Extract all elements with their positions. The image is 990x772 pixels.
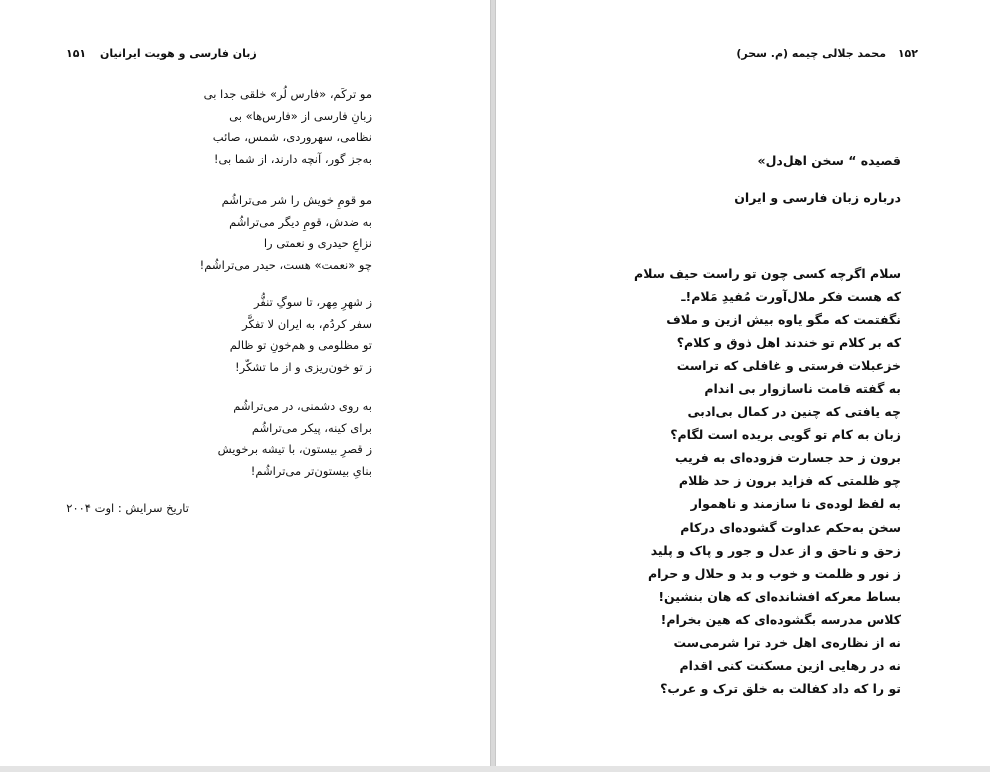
stanza	[112, 396, 372, 482]
poem-body	[581, 262, 901, 700]
verse-line: به‌جز گور، آنچه دارند، از شما بی!	[213, 151, 372, 166]
poem-line: بساط معرکه افشانده‌ای که هان بنشین!	[658, 588, 901, 604]
poem-line: ز نور و ظلمت و خوب و بد و حلال و حرام	[647, 565, 901, 581]
verse-line: سفر کردُم، به ایران لا تفکَّر	[242, 316, 372, 331]
viewer-bottom-edge	[0, 766, 990, 772]
verse-line: به ضدش، قومِ دیگر می‌تراشُم	[229, 214, 372, 229]
verse-line: تو مظلومی و هم‌خونِ تو ظالم	[229, 338, 372, 352]
poem-line: که هست فکر ملال‌آورت مُفیدِ مَلام!ـ	[681, 289, 901, 305]
verse-line: زبانِ فارسی از «فارس‌ها» بی	[229, 108, 372, 123]
poem-line: سخن به‌حکم عداوت گشوده‌ای درکام	[680, 519, 901, 535]
composition-date: تاریخ سرایش : اوت ۲۰۰۴	[66, 501, 189, 515]
poem-line: چه یافتی که چنین در کمال بی‌ادبی	[687, 404, 901, 420]
poem-line: تو را که داد کفالت به خلق ترک و عرب؟	[660, 680, 901, 696]
right-running-head	[736, 47, 918, 60]
poem-title: قصیده “ سخن اهل‌دل»	[757, 153, 901, 168]
right-page	[495, 0, 990, 766]
verse-line: نظامی، سهروردی، شمس، صائب	[212, 130, 372, 144]
poem-line: نگفتمت که مگو یاوه بیش ازین و ملاف	[666, 312, 901, 328]
poem-line: کلاس مدرسه بگشوده‌ای که هین بخرام!	[660, 611, 901, 627]
poem-line: برون ز حد جسارت فزوده‌ای به فریب	[674, 450, 901, 466]
poem-line: چو ظلمتی که فزاید برون ز حد ظلام	[678, 473, 901, 489]
stanza	[112, 190, 372, 276]
poem-line: خزعبلات فرستی و غافلی که تراست	[676, 358, 901, 374]
poem-line: به لفظ لوده‌ی نا سازمند و ناهموار	[690, 496, 901, 512]
verse-line: مو قومِ خویش را شر می‌تراشُم	[221, 193, 372, 207]
verse-line: چو «نعمت» هست، حیدر می‌تراشُم!	[199, 257, 372, 272]
poem-line: زبان به کام تو گویی بریده است لگام؟	[670, 427, 901, 443]
verse-line: برای کینه، پیکر می‌تراشُم	[251, 420, 372, 435]
poem-line: زحق و ناحق و از عدل و جور و پاک و پلید	[650, 542, 901, 558]
verse-line: به روی دشمنی، در می‌تراشُم	[233, 399, 372, 413]
poem-line: نه از نظاره‌ی اهل خرد ترا شرمی‌ست	[673, 634, 901, 650]
left-running-head	[66, 47, 257, 60]
stanza	[112, 292, 372, 378]
verse-line: ز تو خون‌ریزی و از ما تشکّر!	[235, 359, 372, 374]
right-running-title: محمد جلالی چیمه (م. سحر)	[736, 47, 886, 60]
poem-line: نه در رهایی ازین مسکنت کنی اقدام	[679, 657, 901, 673]
poem-line: به گفته قامت ناسازوار بی اندام	[704, 381, 901, 397]
verse-line: نزاعِ حیدری و نعمتی را	[263, 236, 372, 250]
stanza	[112, 84, 372, 170]
right-page-number: ۱۵۲	[897, 47, 918, 60]
verse-line: بنایِ بیستون‌تر می‌تراشُم!	[250, 463, 372, 478]
poem-line: که بر کلام تو خندند اهل ذوق و کلام؟	[676, 335, 901, 351]
verse-line: مو ترکَم، «فارس لُر» خلقی جدا بی	[203, 87, 372, 101]
poem-subtitle: درباره زبان فارسی و ایران	[734, 190, 901, 205]
left-running-title: زبان فارسی و هویت ایرانیان	[100, 47, 257, 60]
poem-line: سلام اگرچه کسی چون تو راست حیف سلام	[634, 266, 901, 281]
verse-line: ز شهرِ مِهر، تا سوگِ تنفُّر	[253, 295, 372, 309]
left-page	[0, 0, 491, 766]
verse-line: ز قصرِ بیستون، با تیشه برخویش	[217, 442, 372, 456]
left-page-number: ۱۵۱	[66, 47, 87, 60]
